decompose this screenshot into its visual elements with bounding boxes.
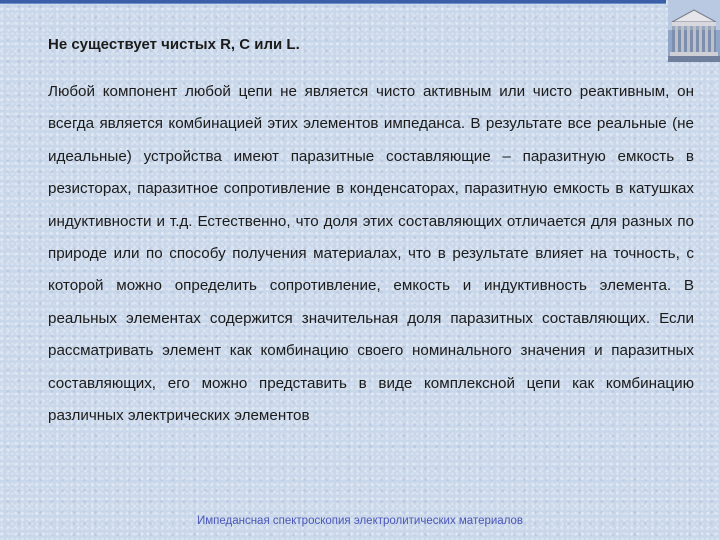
slide-content [48, 36, 694, 432]
slide-body-text: Любой компонент любой цепи не является чисто активным или чисто реактивным, он всегда является комбинацией этих элементов импеданса. В результате все реальные (не идеальные) устройства имеют паразитные составляющие – паразитную емкость в резисторах, паразитное сопротивление в конденсаторах, паразитную емкость в катушках индуктивности и т.д. Естественно, что доля этих составляющих отличается для разных по природе или по способу получения материалах, что в результате влияет на точность, с которой можно определить сопротивление, емкость и индуктивность элемента. В реальных элементах содержится значительная доля паразитных составляющих. Если рассматривать элемент как комбинацию своего номинального значения и паразитных составляющих, его можно представить в виде комплексной цепи как комбинацию различных электрических элементов [48, 83, 694, 425]
footer-text: Импедансная спектроскопия электролитических материалов [196, 515, 524, 527]
slide-footer [0, 515, 720, 527]
top-accent-bar [0, 0, 666, 3]
slide-heading: Не существует чистых R, C или L. [48, 36, 300, 53]
